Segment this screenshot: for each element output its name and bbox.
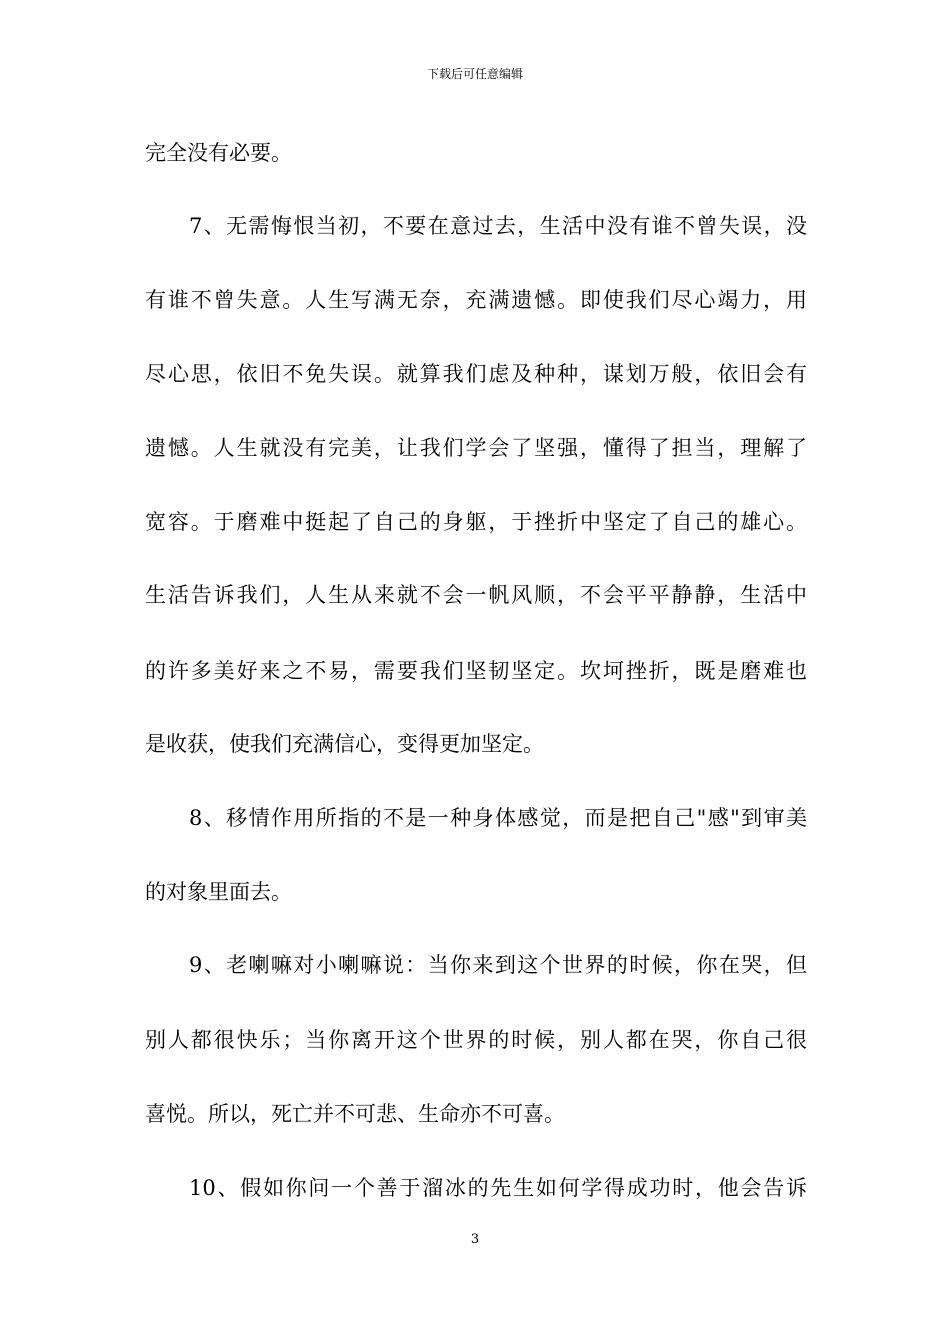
body-line: 8、移情作用所指的不是一种身体感觉，而是把自己"感"到审美 [189,806,807,830]
body-line: 7、无需悔恨当初，不要在意过去，生活中没有谁不曾失误，没 [189,214,807,238]
body-line: 9、老喇嘛对小喇嘛说：当你来到这个世界的时候，你在哭，但 [189,953,807,977]
page-number: 3 [470,1232,480,1247]
body-line: 是收获，使我们充满信心，变得更加坚定。 [145,732,544,756]
body-line: 尽心思，依旧不免失误。就算我们虑及种种，谋划万般，依旧会有 [145,362,807,386]
body-line: 的许多美好来之不易，需要我们坚韧坚定。坎坷挫折，既是磨难也 [145,659,807,683]
body-line: 有谁不曾失意。人生写满无奈，充满遗憾。即使我们尽心竭力，用 [145,288,807,312]
body-line: 生活告诉我们，人生从来就不会一帆风顺，不会平平静静，生活中 [145,583,807,607]
body-line: 喜悦。所以，死亡并不可悲、生命亦不可喜。 [145,1102,565,1126]
body-line: 的对象里面去。 [145,880,292,904]
body-line: 别人都很快乐；当你离开这个世界的时候，别人都在哭，你自己很 [145,1028,807,1052]
body-line: 完全没有必要。 [145,141,292,165]
page-header: 下载后可任意编辑 [426,67,523,81]
body-line: 10、假如你问一个善于溜冰的先生如何学得成功时，他会告诉 [189,1176,807,1200]
body-line: 遗憾。人生就没有完美，让我们学会了坚强，懂得了担当，理解了 [145,436,807,460]
body-line: 宽容。于磨难中挺起了自己的身躯，于挫折中坚定了自己的雄心。 [145,510,807,534]
